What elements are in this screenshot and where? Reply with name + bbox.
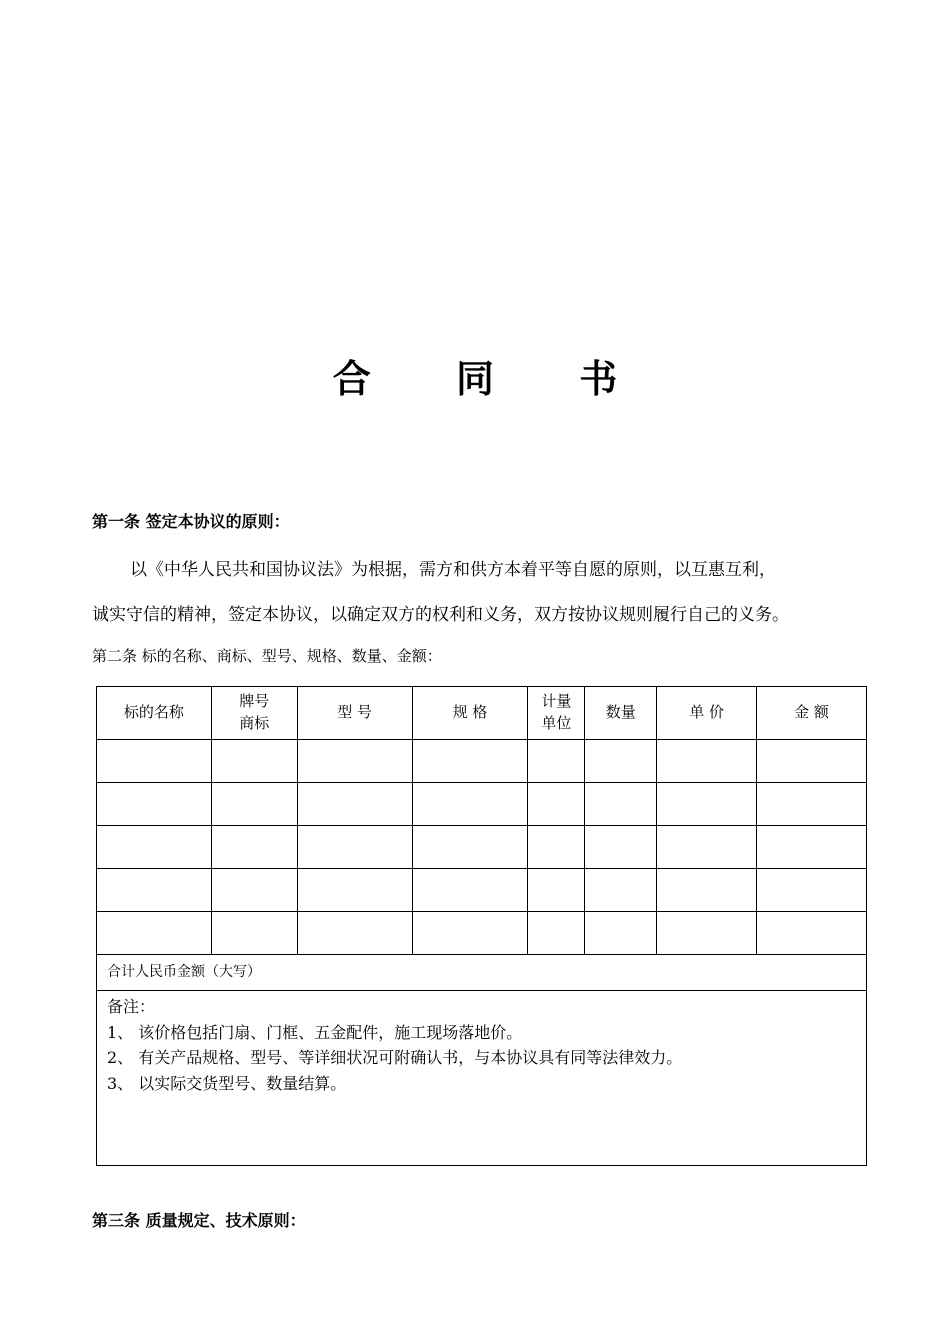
notes-title: 备注：: [107, 997, 156, 1016]
section3-heading: 第三条 质量规定、技术原则：: [92, 1211, 306, 1230]
page-title: 合 同 书: [332, 356, 654, 401]
section1-paragraph-line1: 以《中华人民共和国协议法》为根据，需方和供方本着平等自愿的原则，以互惠互利，: [130, 560, 776, 580]
table-cell[interactable]: [211, 783, 297, 826]
table-cell[interactable]: [412, 826, 528, 869]
table-cell[interactable]: [412, 912, 528, 955]
table-cell[interactable]: [297, 869, 412, 912]
table-cell[interactable]: [528, 826, 585, 869]
table-cell[interactable]: [657, 783, 757, 826]
table-cell[interactable]: [97, 783, 212, 826]
total-amount-label[interactable]: 合计人民币金额（大写）: [97, 955, 867, 991]
table-row: [97, 826, 867, 869]
notes-row: [97, 991, 867, 1166]
notes-cell: [97, 991, 867, 1166]
table-cell[interactable]: [585, 826, 657, 869]
table-cell[interactable]: [657, 912, 757, 955]
table-cell[interactable]: [297, 740, 412, 783]
table-row: [97, 783, 867, 826]
table-cell[interactable]: [757, 783, 867, 826]
section1-heading: 第一条 签定本协议的原则：: [92, 512, 290, 531]
table-cell[interactable]: [297, 826, 412, 869]
table-cell[interactable]: [528, 912, 585, 955]
table-cell[interactable]: [211, 912, 297, 955]
table-header-row: [97, 687, 867, 740]
table-row: [97, 912, 867, 955]
table-cell[interactable]: [211, 826, 297, 869]
table-cell[interactable]: [211, 869, 297, 912]
table-cell[interactable]: [528, 740, 585, 783]
table-cell[interactable]: [657, 740, 757, 783]
table-cell[interactable]: [528, 783, 585, 826]
header-cell: 计量 单位: [528, 687, 585, 740]
header-cell: 型 号: [297, 687, 412, 740]
section1-paragraph-line2: 诚实守信的精神，签定本协议，以确定双方的权利和义务，双方按协议规则履行自己的义务。: [92, 605, 789, 625]
header-cell: 数量: [585, 687, 657, 740]
goods-table: [96, 686, 867, 1166]
table-cell[interactable]: [297, 783, 412, 826]
table-cell[interactable]: [585, 869, 657, 912]
table-cell[interactable]: [585, 912, 657, 955]
table-cell[interactable]: [757, 869, 867, 912]
table-cell[interactable]: [412, 869, 528, 912]
table-cell[interactable]: [412, 783, 528, 826]
table-cell[interactable]: [657, 869, 757, 912]
table-cell[interactable]: [757, 826, 867, 869]
table-cell[interactable]: [757, 740, 867, 783]
table-cell[interactable]: [757, 912, 867, 955]
table-cell[interactable]: [585, 783, 657, 826]
header-cell: 规 格: [412, 687, 528, 740]
header-cell: 金 额: [757, 687, 867, 740]
table-cell[interactable]: [297, 912, 412, 955]
table-cell[interactable]: [97, 912, 212, 955]
table-cell[interactable]: [97, 826, 212, 869]
section2-heading: 第二条 标的名称、商标、型号、规格、数量、金额：: [92, 647, 442, 665]
table-cell[interactable]: [412, 740, 528, 783]
note-item: 1、 该价格包括门扇、门框、五金配件，施工现场落地价。: [107, 1022, 523, 1042]
header-cell: 单 价: [657, 687, 757, 740]
table-cell[interactable]: [97, 740, 212, 783]
table-cell[interactable]: [97, 869, 212, 912]
table-cell[interactable]: [211, 740, 297, 783]
table-cell[interactable]: [585, 740, 657, 783]
note-item: 2、 有关产品规格、型号、等详细状况可附确认书，与本协议具有同等法律效力。: [107, 1048, 683, 1068]
table-cell[interactable]: [657, 826, 757, 869]
table-row: [97, 740, 867, 783]
note-item: 3、 以实际交货型号、数量结算。: [107, 1073, 347, 1093]
table-row: [97, 869, 867, 912]
table-cell[interactable]: [528, 869, 585, 912]
header-cell: 标的名称: [97, 687, 212, 740]
header-cell: 牌号 商标: [211, 687, 297, 740]
total-row: [97, 955, 867, 991]
